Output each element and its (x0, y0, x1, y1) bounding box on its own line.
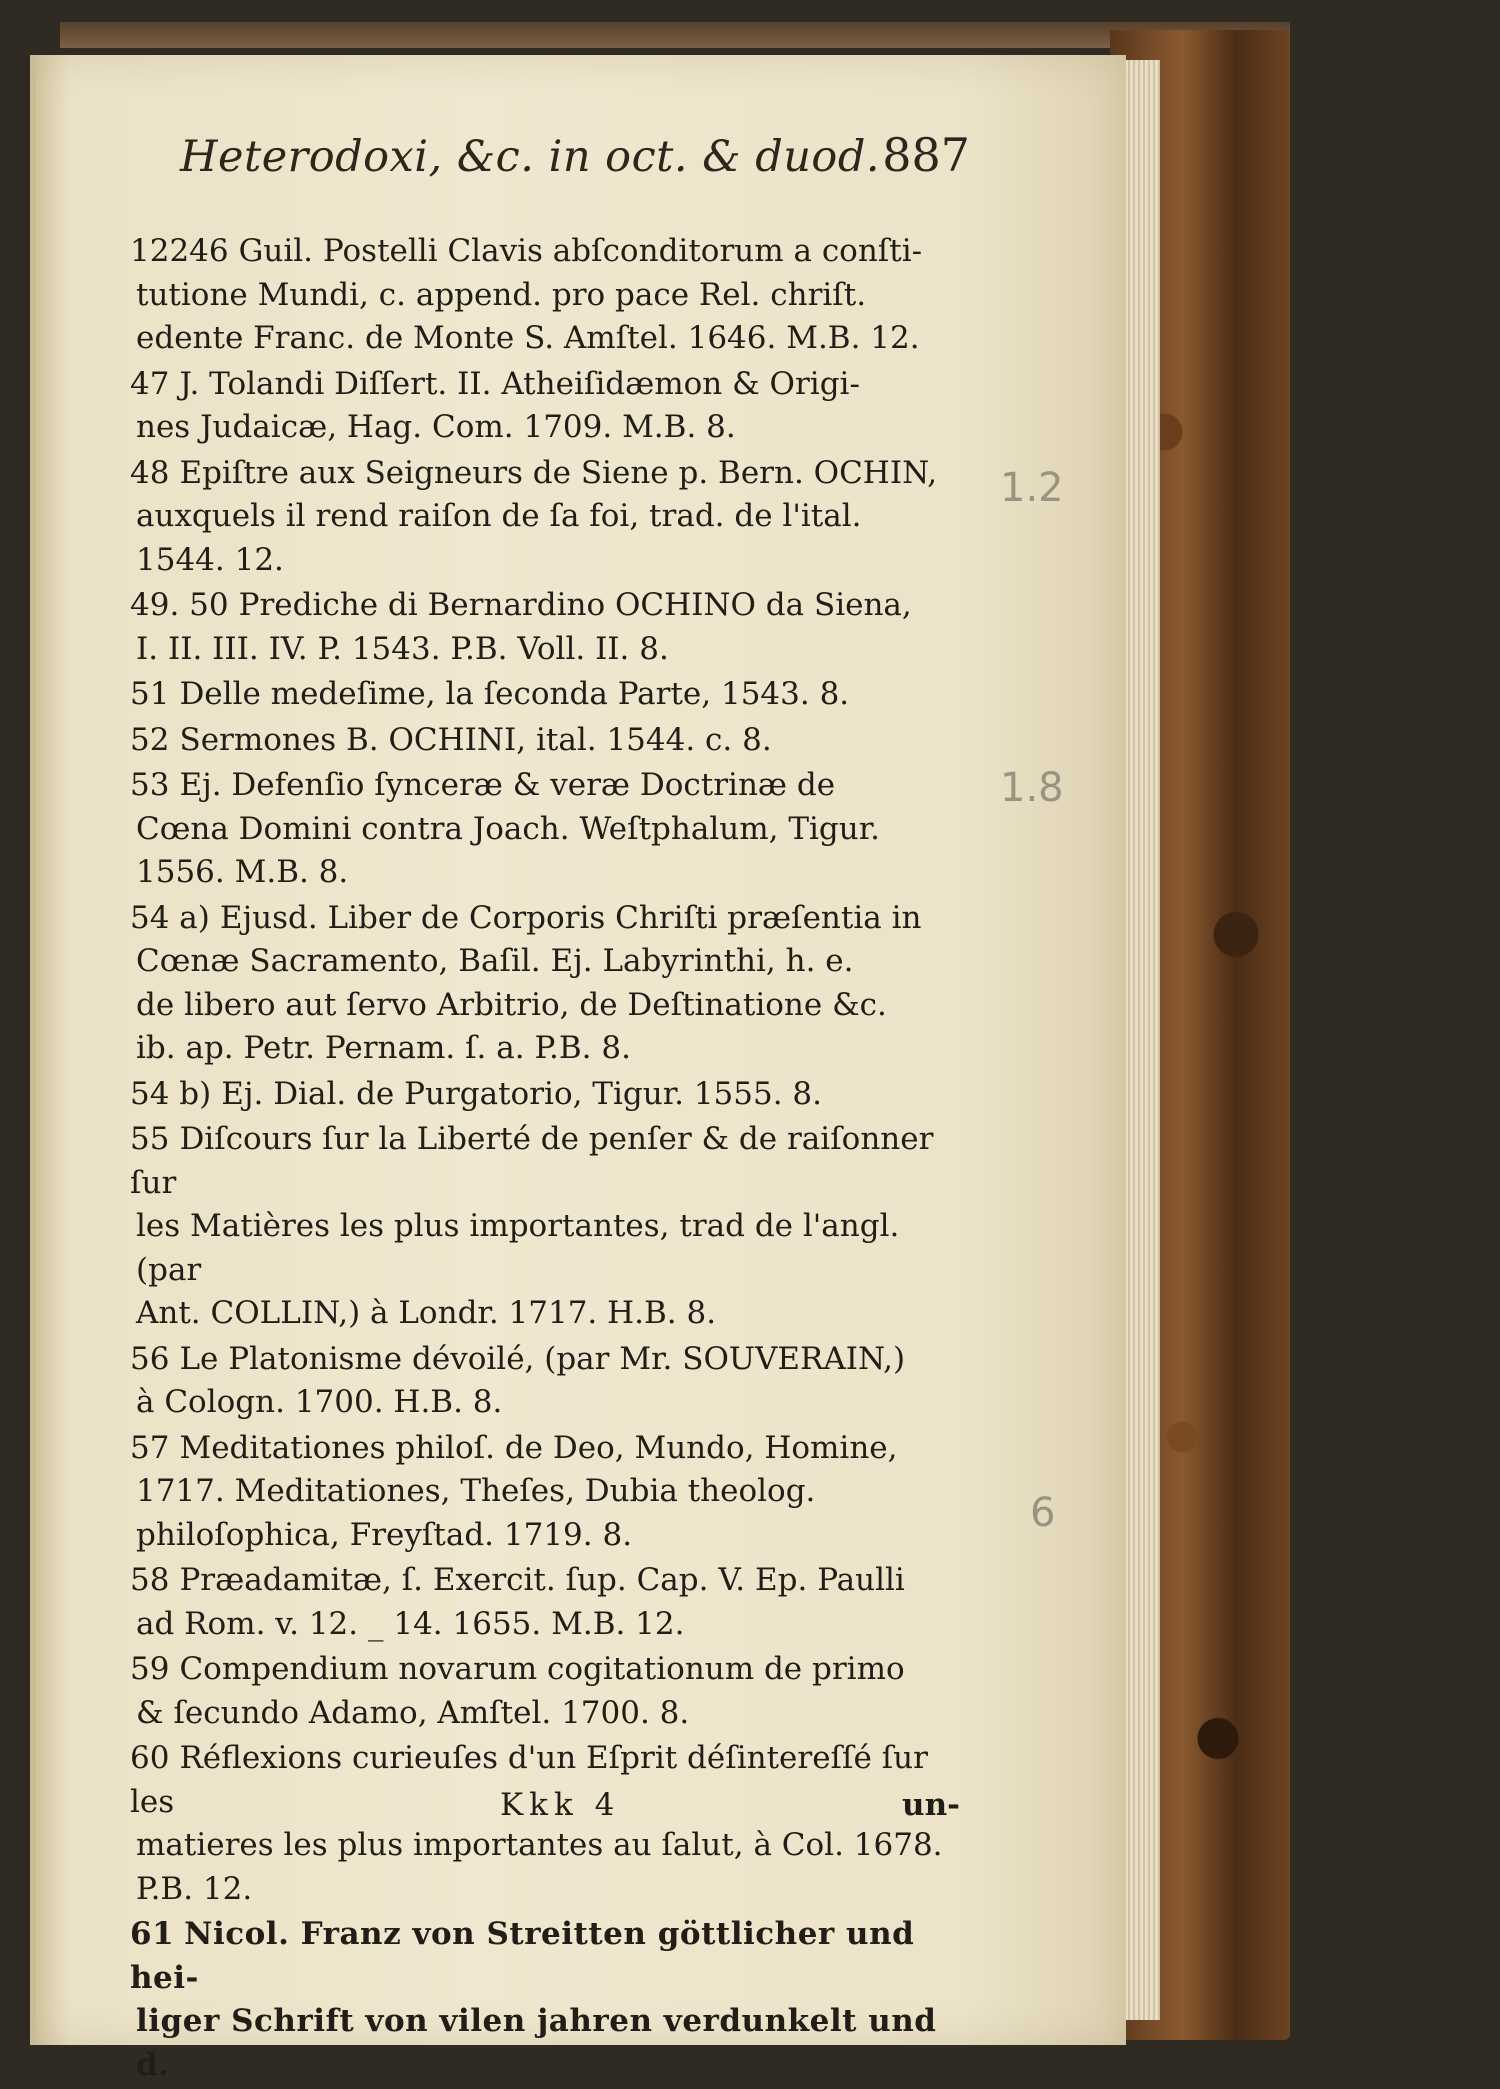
entry-line: tutione Mundi, c. append. pro pace Rel. chriſt. (136, 276, 867, 313)
page-header (180, 128, 970, 192)
entry-number: 51 (130, 676, 170, 712)
entry-number: 47 (130, 365, 170, 402)
catalogue-entry (130, 230, 960, 361)
signature-mark: Kkk 4 (500, 1787, 621, 1823)
running-title: Heterodoxi, &c. in oct. & duod. (180, 132, 881, 182)
entry-line: matieres les plus importantes au ſalut, à Col. 1678. (136, 1827, 943, 1863)
entry-number: 59 (130, 1651, 170, 1687)
entry-number: 49. 50 (130, 587, 229, 623)
entry-number: 53 (130, 767, 170, 803)
catalogue-entry (130, 897, 960, 1071)
entry-line: 1717. Meditationes, Theſes, Dubia theolog. (136, 1473, 816, 1509)
catalogue-entry (130, 1073, 960, 1117)
entry-line: Ej. Dial. de Purgatorio, Tigur. 1555. 8. (221, 1075, 823, 1112)
entry-line: 1544. 12. (136, 541, 284, 578)
entry-line: Guil. Postelli Clavis abſconditorum a conſti- (238, 233, 923, 269)
entry-line: de libero aut ſervo Arbitrio, de Deſtinatione &c. (136, 986, 887, 1023)
pencil-note: 1.8 (1000, 765, 1064, 811)
entry-number: 54 b) (130, 1075, 212, 1112)
entry-line: nes Judaicæ, Hag. Com. 1709. M.B. 8. (136, 409, 736, 445)
entry-line: Præadamitæ, ſ. Exercit. ſup. Cap. V. Ep. Paulli (179, 1562, 905, 1598)
entry-line: ib. ap. Petr. Pernam. ſ. a. P.B. 8. (136, 1030, 631, 1066)
catalogue-entry (130, 1648, 960, 1735)
entry-line: Cœnæ Sacramento, Baſil. Ej. Labyrinthi, h. e. (136, 943, 854, 979)
entry-line: Réflexions curieuſes d'un Eſprit déſintereſſé ſur les (130, 1740, 928, 1820)
entry-line: Cœna Domini contra Joach. Weſtphalum, Tigur. (136, 810, 880, 847)
pencil-note: 6 (1030, 1490, 1056, 1536)
catalogue-entry (130, 1427, 960, 1558)
book-top-edge (60, 22, 1290, 48)
entry-line: P.B. 12. (136, 1870, 253, 1907)
entry-number: 57 (130, 1429, 170, 1466)
entry-line: Nicol. Franz von Streitten göttlicher und hei- (130, 1916, 915, 1996)
entry-number: 55 (130, 1121, 170, 1157)
entry-number: 60 (130, 1740, 170, 1776)
entry-number: 12246 (130, 233, 229, 269)
catalogue-entry (130, 1559, 960, 1646)
entry-number: 54 a) (130, 899, 210, 936)
catalogue-entry (130, 719, 960, 763)
entry-line: liger Schrift von vilen jahren verdunkelt und d. (136, 2003, 937, 2083)
entry-line: Compendium novarum cogitationum de primo (179, 1651, 905, 1687)
catalogue-entry (130, 584, 960, 671)
entry-line: à Cologn. 1700. H.B. 8. (136, 1384, 503, 1420)
entry-line: Meditationes philoſ. de Deo, Mundo, Homine, (179, 1429, 898, 1466)
entry-line: Delle medeſime, la ſeconda Parte, 1543. 8. (179, 676, 850, 712)
entry-number: 61 (130, 1916, 175, 1952)
catalogue-entry (130, 673, 960, 717)
entry-line: Sermones B. OCHINI, ital. 1544. c. 8. (179, 721, 772, 758)
entry-number: 58 (130, 1562, 170, 1598)
catalogue-entry (130, 1118, 960, 1336)
catalogue-entry (130, 1737, 960, 1911)
entry-line: J. Tolandi Diſſert. II. Atheiſidæmon & Origi- (179, 365, 860, 402)
entry-line: philoſophica, Freyſtad. 1719. 8. (136, 1516, 633, 1553)
catalogue-entry (130, 764, 960, 895)
entry-number: 52 (130, 721, 170, 758)
entry-line: les Matières les plus importantes, trad de l'angl. (par (136, 1208, 900, 1288)
catchword: un- (902, 1787, 960, 1823)
entry-line: Ejusd. Liber de Corporis Chriſti præſentia in (219, 899, 922, 936)
catalogue-entry (130, 452, 960, 583)
entry-line: 1556. M.B. 8. (136, 854, 349, 890)
entry-number: 48 (130, 454, 170, 491)
entry-line: ad Rom. v. 12. _ 14. 1655. M.B. 12. (136, 1605, 685, 1642)
entry-line: & ſecundo Adamo, Amſtel. 1700. 8. (136, 1694, 690, 1731)
entry-line: Diſcours ſur la Liberté de penſer & de raiſonner ſur (130, 1121, 934, 1201)
entry-line: auxquels il rend raiſon de ſa foi, trad. de l'ital. (136, 498, 862, 534)
entry-line: Prediche di Bernardino OCHINO da Siena, (238, 587, 912, 623)
entry-number: 56 (130, 1340, 170, 1377)
entry-line: Ej. Defenſio ſynceræ & veræ Doctrinæ de (179, 767, 836, 803)
catalogue-entry (130, 1338, 960, 1425)
pencil-note: 1.2 (1000, 465, 1064, 511)
entry-line: I. II. III. IV. P. 1543. P.B. Voll. II. 8. (136, 630, 669, 667)
entry-line: Epiſtre aux Seigneurs de Siene p. Bern. OCHIN, (179, 454, 938, 491)
entry-line: Ant. COLLIN,) à Londr. 1717. H.B. 8. (136, 1295, 717, 1331)
entry-line: Le Platonisme dévoilé, (par Mr. SOUVERAIN,) (179, 1340, 906, 1377)
page-number: 887 (882, 128, 970, 182)
entry-line: edente Franc. de Monte S. Amſtel. 1646. M.B. 12. (136, 320, 920, 356)
catalogue-entry (130, 363, 960, 450)
